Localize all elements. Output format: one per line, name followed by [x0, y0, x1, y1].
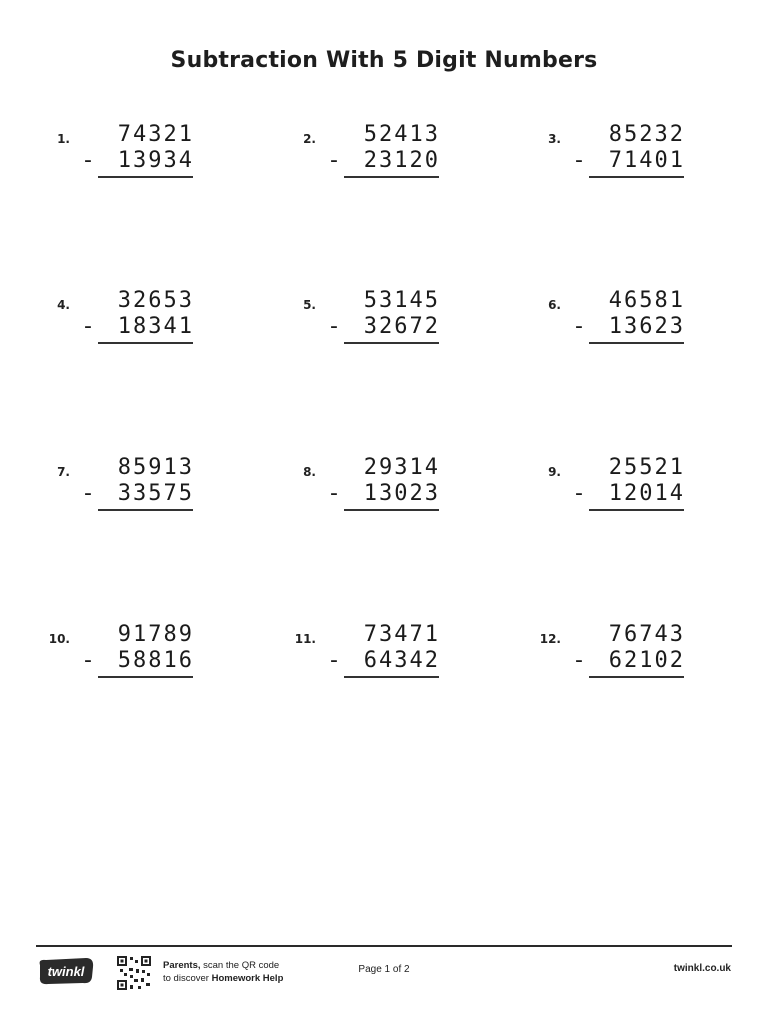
- problem-3: [491, 122, 691, 192]
- problem-4: [0, 288, 200, 358]
- problem-number: 12.: [539, 632, 561, 646]
- minus-sign: -: [84, 314, 92, 339]
- qr-caption: Parents, scan the QR code to discover Homework Help: [163, 960, 284, 984]
- minuend: 25521: [608, 455, 685, 480]
- problem-6: [491, 288, 691, 358]
- answer-line[interactable]: [589, 342, 684, 344]
- minus-sign: -: [575, 148, 583, 173]
- answer-line[interactable]: [344, 342, 439, 344]
- subtrahend: 13623: [608, 314, 685, 339]
- minuend: 85232: [608, 122, 685, 147]
- problem-11: [246, 622, 446, 692]
- problem-number: 6.: [548, 298, 561, 312]
- subtrahend: 62102: [608, 648, 685, 673]
- problem-number: 3.: [548, 132, 561, 146]
- minus-sign: -: [84, 481, 92, 506]
- problem-10: [0, 622, 200, 692]
- subtrahend: 58816: [117, 648, 194, 673]
- answer-line[interactable]: [589, 176, 684, 178]
- problem-number: 4.: [57, 298, 70, 312]
- subtrahend: 18341: [117, 314, 194, 339]
- page-title: Subtraction With 5 Digit Numbers: [170, 48, 598, 73]
- subtrahend: 13934: [117, 148, 194, 173]
- problem-number: 9.: [548, 465, 561, 479]
- minuend: 52413: [363, 122, 440, 147]
- minuend: 46581: [608, 288, 685, 313]
- problem-12: [491, 622, 691, 692]
- logo-text: twinkl: [47, 964, 85, 979]
- minuend: 73471: [363, 622, 440, 647]
- problem-number: 5.: [303, 298, 316, 312]
- subtrahend: 23120: [363, 148, 440, 173]
- answer-line[interactable]: [589, 509, 684, 511]
- page-number: Page 1 of 2: [358, 964, 410, 975]
- answer-line[interactable]: [344, 676, 439, 678]
- subtrahend: 32672: [363, 314, 440, 339]
- problem-9: [491, 455, 691, 525]
- minuend: 53145: [363, 288, 440, 313]
- minus-sign: -: [330, 481, 338, 506]
- minuend: 32653: [117, 288, 194, 313]
- minuend: 85913: [117, 455, 194, 480]
- subtrahend: 12014: [608, 481, 685, 506]
- problem-number: 8.: [303, 465, 316, 479]
- problem-number: 1.: [57, 132, 70, 146]
- problem-8: [246, 455, 446, 525]
- problem-number: 11.: [294, 632, 316, 646]
- problem-7: [0, 455, 200, 525]
- minuend: 91789: [117, 622, 194, 647]
- answer-line[interactable]: [589, 676, 684, 678]
- site-url: twinkl.co.uk: [673, 963, 731, 974]
- problem-2: [246, 122, 446, 192]
- minus-sign: -: [84, 648, 92, 673]
- answer-line[interactable]: [344, 509, 439, 511]
- answer-line[interactable]: [98, 176, 193, 178]
- minus-sign: -: [575, 648, 583, 673]
- problem-5: [246, 288, 446, 358]
- subtrahend: 71401: [608, 148, 685, 173]
- problem-number: 10.: [48, 632, 70, 646]
- problem-1: [0, 122, 200, 192]
- minuend: 74321: [117, 122, 194, 147]
- problem-number: 7.: [57, 465, 70, 479]
- answer-line[interactable]: [98, 676, 193, 678]
- subtrahend: 33575: [117, 481, 194, 506]
- minus-sign: -: [330, 648, 338, 673]
- answer-line[interactable]: [98, 509, 193, 511]
- minus-sign: -: [575, 481, 583, 506]
- footer-divider: [36, 945, 732, 947]
- problem-number: 2.: [303, 132, 316, 146]
- subtrahend: 13023: [363, 481, 440, 506]
- minus-sign: -: [575, 314, 583, 339]
- answer-line[interactable]: [344, 176, 439, 178]
- minuend: 76743: [608, 622, 685, 647]
- minus-sign: -: [330, 314, 338, 339]
- minus-sign: -: [84, 148, 92, 173]
- minuend: 29314: [363, 455, 440, 480]
- subtrahend: 64342: [363, 648, 440, 673]
- minus-sign: -: [330, 148, 338, 173]
- answer-line[interactable]: [98, 342, 193, 344]
